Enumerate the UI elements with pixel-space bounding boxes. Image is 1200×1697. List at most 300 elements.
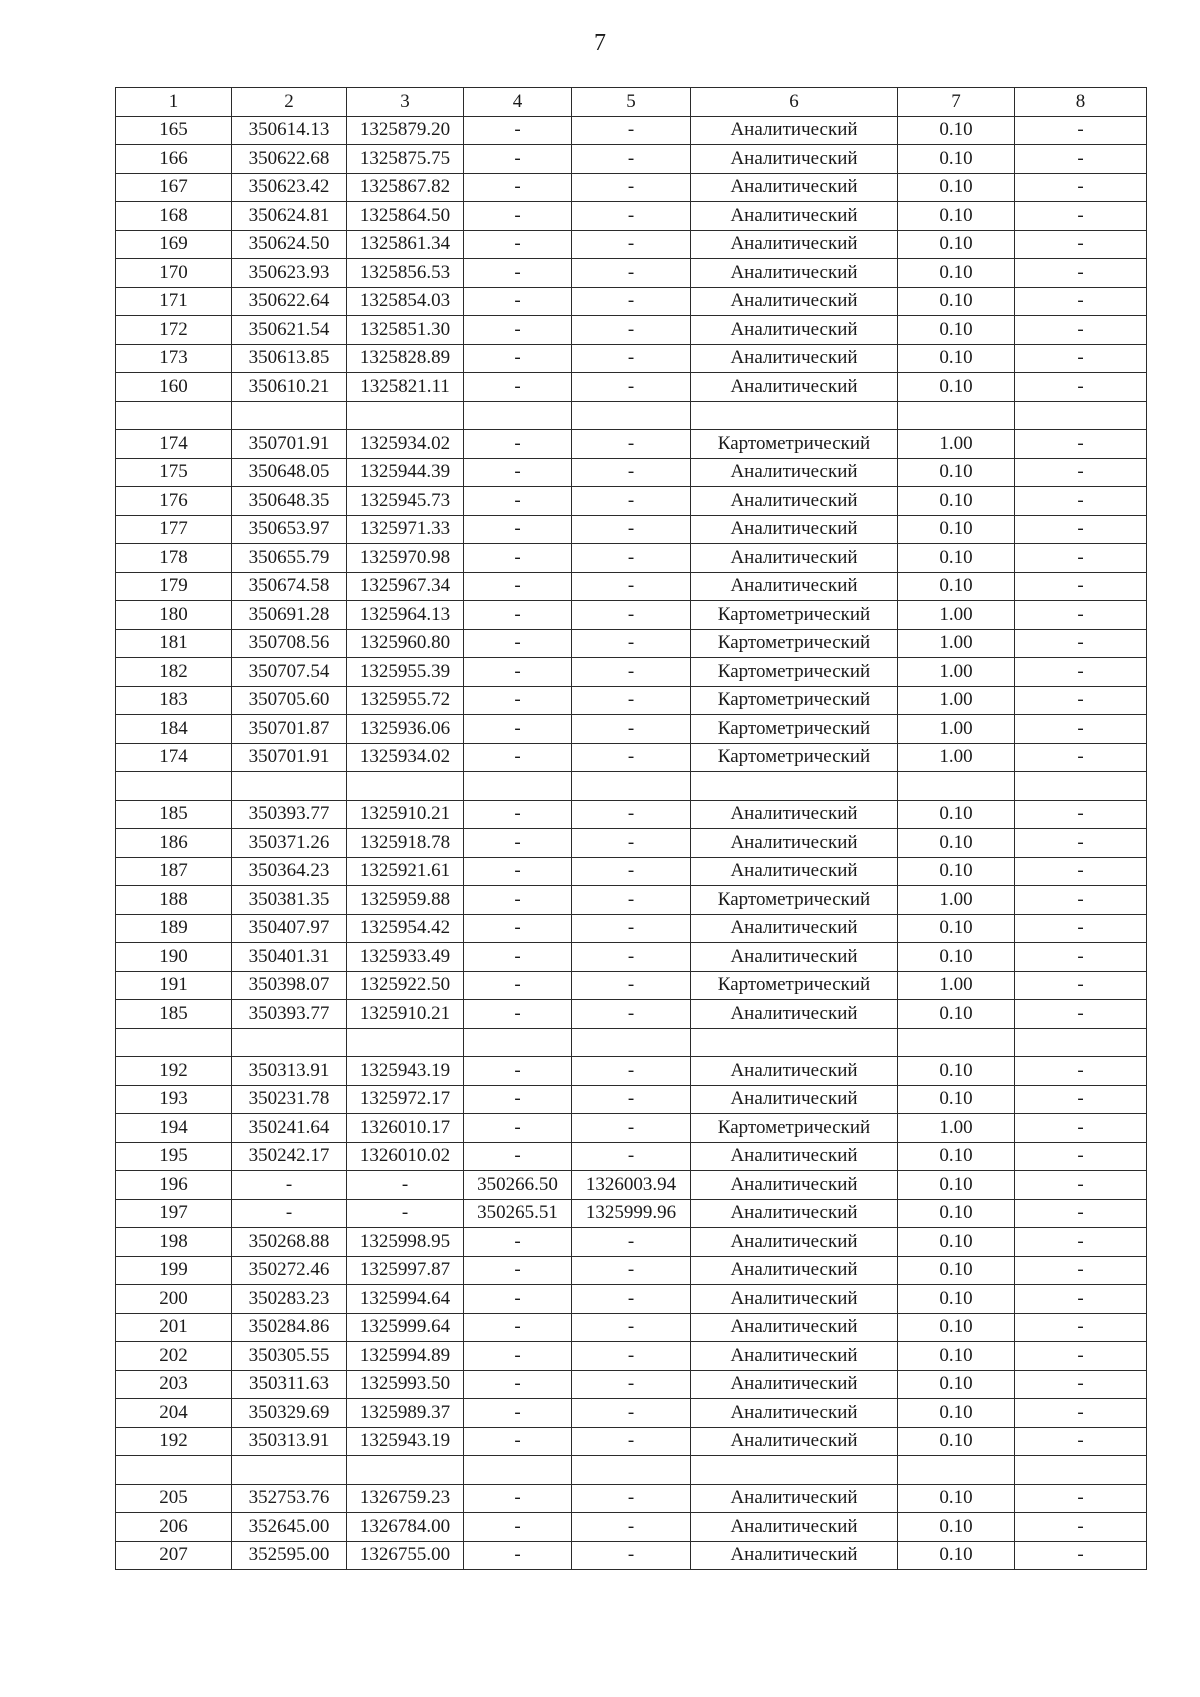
table-cell: 350272.46 bbox=[232, 1256, 347, 1285]
table-cell: - bbox=[1015, 857, 1147, 886]
table-cell: - bbox=[464, 572, 572, 601]
table-cell: - bbox=[572, 316, 691, 345]
table-cell: 203 bbox=[116, 1370, 232, 1399]
table-cell: 206 bbox=[116, 1513, 232, 1542]
table-cell: - bbox=[464, 259, 572, 288]
table-cell: 1325944.39 bbox=[347, 458, 464, 487]
table-cell: - bbox=[572, 1541, 691, 1570]
table-row bbox=[116, 145, 1147, 174]
table-row bbox=[116, 1456, 1147, 1485]
table-cell: 350265.51 bbox=[464, 1199, 572, 1228]
table-cell: Картометрический bbox=[691, 743, 898, 772]
table-cell: - bbox=[572, 1484, 691, 1513]
table-cell: - bbox=[464, 743, 572, 772]
table-cell: 173 bbox=[116, 344, 232, 373]
table-cell: 187 bbox=[116, 857, 232, 886]
table-cell: 350701.91 bbox=[232, 743, 347, 772]
table-cell: - bbox=[464, 971, 572, 1000]
table-cell: 350707.54 bbox=[232, 658, 347, 687]
table-cell: 1325922.50 bbox=[347, 971, 464, 1000]
table-cell: 350313.91 bbox=[232, 1057, 347, 1086]
table-cell: - bbox=[464, 116, 572, 145]
table-cell: - bbox=[1015, 601, 1147, 630]
table-cell bbox=[572, 401, 691, 430]
table-cell: 165 bbox=[116, 116, 232, 145]
table-cell: 1325999.96 bbox=[572, 1199, 691, 1228]
table-cell: Аналитический bbox=[691, 1199, 898, 1228]
table-cell bbox=[116, 401, 232, 430]
table-cell: Картометрический bbox=[691, 686, 898, 715]
table-cell: - bbox=[464, 1228, 572, 1257]
table-cell: 350614.13 bbox=[232, 116, 347, 145]
table-cell: 0.10 bbox=[898, 487, 1015, 516]
table-cell: - bbox=[464, 487, 572, 516]
table-cell: - bbox=[572, 686, 691, 715]
table-cell: - bbox=[232, 1199, 347, 1228]
header-cell-6: 6 bbox=[691, 88, 898, 117]
table-cell: - bbox=[464, 943, 572, 972]
table-cell: 0.10 bbox=[898, 943, 1015, 972]
table-cell: - bbox=[464, 1541, 572, 1570]
table-cell: - bbox=[464, 601, 572, 630]
table-cell: Аналитический bbox=[691, 1541, 898, 1570]
table-cell: - bbox=[464, 658, 572, 687]
table-row bbox=[116, 116, 1147, 145]
table-cell bbox=[232, 1028, 347, 1057]
table-cell: 0.10 bbox=[898, 544, 1015, 573]
table-cell: - bbox=[464, 1484, 572, 1513]
table-cell: 1325875.75 bbox=[347, 145, 464, 174]
table-cell: 350284.86 bbox=[232, 1313, 347, 1342]
table-cell: 1.00 bbox=[898, 430, 1015, 459]
table-cell: - bbox=[572, 857, 691, 886]
table-cell: - bbox=[464, 1399, 572, 1428]
table-cell: 174 bbox=[116, 430, 232, 459]
table-cell: 0.10 bbox=[898, 1399, 1015, 1428]
table-row bbox=[116, 515, 1147, 544]
table-cell bbox=[898, 1028, 1015, 1057]
table-cell bbox=[572, 772, 691, 801]
table-cell: 1325864.50 bbox=[347, 202, 464, 231]
table-cell: - bbox=[572, 1114, 691, 1143]
table-cell: Картометрический bbox=[691, 715, 898, 744]
table-cell bbox=[116, 1028, 232, 1057]
table-cell: 350381.35 bbox=[232, 886, 347, 915]
table-cell: - bbox=[572, 1313, 691, 1342]
table-cell: 1326784.00 bbox=[347, 1513, 464, 1542]
table-cell: - bbox=[464, 857, 572, 886]
table-cell: - bbox=[572, 1342, 691, 1371]
table-cell: - bbox=[1015, 487, 1147, 516]
table-cell: Аналитический bbox=[691, 515, 898, 544]
table-cell: 350691.28 bbox=[232, 601, 347, 630]
table-cell: 0.10 bbox=[898, 1313, 1015, 1342]
table-cell: - bbox=[1015, 971, 1147, 1000]
table-cell: - bbox=[347, 1171, 464, 1200]
table-cell: 350622.68 bbox=[232, 145, 347, 174]
table-cell: 352595.00 bbox=[232, 1541, 347, 1570]
table-cell: - bbox=[464, 1370, 572, 1399]
table-cell: 195 bbox=[116, 1142, 232, 1171]
table-cell: 350283.23 bbox=[232, 1285, 347, 1314]
table-cell bbox=[1015, 1028, 1147, 1057]
table-row bbox=[116, 458, 1147, 487]
table-cell: 350655.79 bbox=[232, 544, 347, 573]
table-cell: 202 bbox=[116, 1342, 232, 1371]
table-cell bbox=[572, 1456, 691, 1485]
table-cell: 0.10 bbox=[898, 1342, 1015, 1371]
table-cell: - bbox=[1015, 1370, 1147, 1399]
table-cell: 1325943.19 bbox=[347, 1057, 464, 1086]
table-cell: - bbox=[1015, 1285, 1147, 1314]
table-cell: 171 bbox=[116, 287, 232, 316]
table-cell: - bbox=[464, 515, 572, 544]
table-row bbox=[116, 1399, 1147, 1428]
table-cell: 160 bbox=[116, 373, 232, 402]
table-cell: - bbox=[572, 458, 691, 487]
table-cell: - bbox=[572, 515, 691, 544]
table-cell: 172 bbox=[116, 316, 232, 345]
table-cell: 1325959.88 bbox=[347, 886, 464, 915]
table-cell: 168 bbox=[116, 202, 232, 231]
table-cell: - bbox=[1015, 116, 1147, 145]
table-cell: 350311.63 bbox=[232, 1370, 347, 1399]
table-cell: - bbox=[1015, 1313, 1147, 1342]
table-row bbox=[116, 1028, 1147, 1057]
table-cell: 1325955.39 bbox=[347, 658, 464, 687]
table-cell bbox=[464, 1456, 572, 1485]
table-cell: - bbox=[464, 316, 572, 345]
table-cell: Аналитический bbox=[691, 1171, 898, 1200]
table-row bbox=[116, 1427, 1147, 1456]
table-cell: 188 bbox=[116, 886, 232, 915]
table-row bbox=[116, 1171, 1147, 1200]
table-cell: Аналитический bbox=[691, 914, 898, 943]
table-row bbox=[116, 601, 1147, 630]
table-cell: Картометрический bbox=[691, 658, 898, 687]
table-cell: 186 bbox=[116, 829, 232, 858]
table-cell: - bbox=[1015, 1256, 1147, 1285]
table-cell: 197 bbox=[116, 1199, 232, 1228]
table-cell: 350624.81 bbox=[232, 202, 347, 231]
table-row bbox=[116, 316, 1147, 345]
table-cell: 0.10 bbox=[898, 230, 1015, 259]
table-cell: 1.00 bbox=[898, 715, 1015, 744]
table-cell: 350329.69 bbox=[232, 1399, 347, 1428]
table-cell: 352645.00 bbox=[232, 1513, 347, 1542]
table-cell: 1325972.17 bbox=[347, 1085, 464, 1114]
table-cell: Картометрический bbox=[691, 971, 898, 1000]
table-cell: 1325851.30 bbox=[347, 316, 464, 345]
table-cell: 350624.50 bbox=[232, 230, 347, 259]
table-cell: 196 bbox=[116, 1171, 232, 1200]
table-cell: - bbox=[464, 829, 572, 858]
table-cell: - bbox=[464, 1256, 572, 1285]
table-row bbox=[116, 173, 1147, 202]
table-cell: - bbox=[464, 430, 572, 459]
table-row bbox=[116, 829, 1147, 858]
table-cell: - bbox=[572, 1256, 691, 1285]
table-cell: - bbox=[464, 1114, 572, 1143]
table-cell: - bbox=[1015, 629, 1147, 658]
table-cell: - bbox=[1015, 1057, 1147, 1086]
table-cell: 0.10 bbox=[898, 1142, 1015, 1171]
table-cell: Аналитический bbox=[691, 1342, 898, 1371]
table-cell: - bbox=[1015, 743, 1147, 772]
header-cell-5: 5 bbox=[572, 88, 691, 117]
table-cell: 350313.91 bbox=[232, 1427, 347, 1456]
table-row bbox=[116, 230, 1147, 259]
table-cell: - bbox=[464, 344, 572, 373]
header-cell-2: 2 bbox=[232, 88, 347, 117]
table-cell: 350610.21 bbox=[232, 373, 347, 402]
table-row bbox=[116, 544, 1147, 573]
table-cell: - bbox=[464, 544, 572, 573]
table-cell: 1325998.95 bbox=[347, 1228, 464, 1257]
table-cell: - bbox=[464, 202, 572, 231]
table-cell: 1325994.89 bbox=[347, 1342, 464, 1371]
table-cell: - bbox=[572, 715, 691, 744]
table-row bbox=[116, 1000, 1147, 1029]
table-cell bbox=[1015, 772, 1147, 801]
table-cell: 178 bbox=[116, 544, 232, 573]
table-cell: - bbox=[572, 202, 691, 231]
table-cell: 0.10 bbox=[898, 1541, 1015, 1570]
table-row bbox=[116, 373, 1147, 402]
table-cell bbox=[232, 772, 347, 801]
table-cell: 1326755.00 bbox=[347, 1541, 464, 1570]
table-cell: 0.10 bbox=[898, 914, 1015, 943]
table-cell: 181 bbox=[116, 629, 232, 658]
table-cell: 185 bbox=[116, 800, 232, 829]
table-cell: Картометрический bbox=[691, 886, 898, 915]
table-cell bbox=[691, 401, 898, 430]
table-cell: 1325910.21 bbox=[347, 800, 464, 829]
table-cell: - bbox=[572, 487, 691, 516]
table-cell: 1325921.61 bbox=[347, 857, 464, 886]
table-cell: 0.10 bbox=[898, 829, 1015, 858]
table-cell: - bbox=[347, 1199, 464, 1228]
table-cell bbox=[1015, 1456, 1147, 1485]
table-cell: 350705.60 bbox=[232, 686, 347, 715]
table-cell: - bbox=[1015, 1342, 1147, 1371]
table-cell: 1325989.37 bbox=[347, 1399, 464, 1428]
table-cell: Аналитический bbox=[691, 1370, 898, 1399]
table-cell: - bbox=[1015, 658, 1147, 687]
table-cell: 1325960.80 bbox=[347, 629, 464, 658]
table-cell: - bbox=[572, 1057, 691, 1086]
table-cell: 1326010.02 bbox=[347, 1142, 464, 1171]
table-cell: Аналитический bbox=[691, 1256, 898, 1285]
table-cell: - bbox=[572, 601, 691, 630]
table-cell: - bbox=[1015, 259, 1147, 288]
table-cell: - bbox=[1015, 1171, 1147, 1200]
table-cell: - bbox=[1015, 230, 1147, 259]
table-cell: Аналитический bbox=[691, 1313, 898, 1342]
table-cell bbox=[347, 401, 464, 430]
table-cell: 0.10 bbox=[898, 145, 1015, 174]
table-cell: 1325970.98 bbox=[347, 544, 464, 573]
table-cell: 0.10 bbox=[898, 1256, 1015, 1285]
table-cell: Аналитический bbox=[691, 373, 898, 402]
table-cell: - bbox=[1015, 430, 1147, 459]
table-cell: - bbox=[464, 1285, 572, 1314]
table-cell: 190 bbox=[116, 943, 232, 972]
table-cell: 1.00 bbox=[898, 658, 1015, 687]
table-cell: - bbox=[464, 914, 572, 943]
table-cell: 1325971.33 bbox=[347, 515, 464, 544]
table-cell: 350708.56 bbox=[232, 629, 347, 658]
table-cell: Аналитический bbox=[691, 458, 898, 487]
table-cell: - bbox=[1015, 572, 1147, 601]
table-cell: - bbox=[1015, 316, 1147, 345]
table-cell: - bbox=[572, 259, 691, 288]
table-cell bbox=[347, 772, 464, 801]
table-cell bbox=[347, 1456, 464, 1485]
table-cell: - bbox=[232, 1171, 347, 1200]
table-cell: Аналитический bbox=[691, 173, 898, 202]
table-cell: - bbox=[1015, 1000, 1147, 1029]
table-cell: - bbox=[572, 1142, 691, 1171]
table-cell: 0.10 bbox=[898, 316, 1015, 345]
table-cell: 1325994.64 bbox=[347, 1285, 464, 1314]
table-cell: - bbox=[572, 1000, 691, 1029]
table-header bbox=[116, 88, 1147, 117]
table-cell: 1.00 bbox=[898, 971, 1015, 1000]
table-cell: 183 bbox=[116, 686, 232, 715]
table-cell: - bbox=[464, 1513, 572, 1542]
table-cell: - bbox=[1015, 1228, 1147, 1257]
table-cell: - bbox=[464, 629, 572, 658]
table-cell: - bbox=[464, 373, 572, 402]
table-cell: - bbox=[464, 715, 572, 744]
table-cell: 350241.64 bbox=[232, 1114, 347, 1143]
table-cell: 198 bbox=[116, 1228, 232, 1257]
table-cell: 350305.55 bbox=[232, 1342, 347, 1371]
table-cell: 350623.42 bbox=[232, 173, 347, 202]
table-cell: - bbox=[464, 1085, 572, 1114]
table-body bbox=[116, 116, 1147, 1570]
table-cell: 1325964.13 bbox=[347, 601, 464, 630]
table-cell: 1325967.34 bbox=[347, 572, 464, 601]
table-cell: 350623.93 bbox=[232, 259, 347, 288]
table-row bbox=[116, 658, 1147, 687]
table-cell: 1325955.72 bbox=[347, 686, 464, 715]
table-cell: - bbox=[1015, 287, 1147, 316]
table-cell: Аналитический bbox=[691, 1427, 898, 1456]
table-cell: - bbox=[1015, 1199, 1147, 1228]
table-cell: 350622.64 bbox=[232, 287, 347, 316]
table-cell: 0.10 bbox=[898, 1228, 1015, 1257]
table-cell: - bbox=[464, 1313, 572, 1342]
table-cell: 1326010.17 bbox=[347, 1114, 464, 1143]
table-cell: Аналитический bbox=[691, 1399, 898, 1428]
table-cell: - bbox=[464, 886, 572, 915]
table-cell: Аналитический bbox=[691, 857, 898, 886]
table-cell bbox=[116, 772, 232, 801]
table-cell: - bbox=[1015, 1427, 1147, 1456]
table-cell: - bbox=[572, 743, 691, 772]
table-cell: 184 bbox=[116, 715, 232, 744]
table-cell: Аналитический bbox=[691, 829, 898, 858]
table-cell: 1326759.23 bbox=[347, 1484, 464, 1513]
table-cell: 177 bbox=[116, 515, 232, 544]
table-cell: - bbox=[464, 1142, 572, 1171]
table-cell: 350648.35 bbox=[232, 487, 347, 516]
table-cell: - bbox=[1015, 515, 1147, 544]
table-cell: 0.10 bbox=[898, 259, 1015, 288]
table-cell: Аналитический bbox=[691, 1000, 898, 1029]
table-cell bbox=[347, 1028, 464, 1057]
table-cell: 1325993.50 bbox=[347, 1370, 464, 1399]
table-cell: - bbox=[464, 1427, 572, 1456]
table-cell: 0.10 bbox=[898, 1171, 1015, 1200]
table-cell: 0.10 bbox=[898, 173, 1015, 202]
table-row bbox=[116, 1370, 1147, 1399]
table-row bbox=[116, 914, 1147, 943]
table-cell: 182 bbox=[116, 658, 232, 687]
table-cell: Аналитический bbox=[691, 316, 898, 345]
table-cell: 1.00 bbox=[898, 743, 1015, 772]
table-cell: 352753.76 bbox=[232, 1484, 347, 1513]
table-cell bbox=[898, 1456, 1015, 1485]
table-cell bbox=[898, 772, 1015, 801]
table-cell: Аналитический bbox=[691, 287, 898, 316]
table-cell bbox=[232, 1456, 347, 1485]
table-cell: - bbox=[1015, 943, 1147, 972]
table-cell: - bbox=[1015, 829, 1147, 858]
table-row bbox=[116, 572, 1147, 601]
table-row bbox=[116, 772, 1147, 801]
table-cell: - bbox=[1015, 344, 1147, 373]
table-cell: 1.00 bbox=[898, 886, 1015, 915]
table-cell: 176 bbox=[116, 487, 232, 516]
table-row bbox=[116, 629, 1147, 658]
table-cell: - bbox=[572, 1085, 691, 1114]
table-cell: - bbox=[1015, 1513, 1147, 1542]
table-cell: Картометрический bbox=[691, 1114, 898, 1143]
table-cell: - bbox=[572, 1370, 691, 1399]
table-cell: 174 bbox=[116, 743, 232, 772]
table-cell: 350653.97 bbox=[232, 515, 347, 544]
table-cell: - bbox=[572, 629, 691, 658]
table-cell: 0.10 bbox=[898, 1057, 1015, 1086]
table-cell: 1325856.53 bbox=[347, 259, 464, 288]
table-cell: Аналитический bbox=[691, 202, 898, 231]
table-cell: - bbox=[1015, 202, 1147, 231]
table-cell: 1325933.49 bbox=[347, 943, 464, 972]
table-cell: - bbox=[464, 1057, 572, 1086]
table-cell: - bbox=[572, 914, 691, 943]
table-row bbox=[116, 1313, 1147, 1342]
table-cell: - bbox=[1015, 886, 1147, 915]
table-cell bbox=[572, 1028, 691, 1057]
table-row bbox=[116, 743, 1147, 772]
table-cell: Аналитический bbox=[691, 1085, 898, 1114]
table-cell: - bbox=[1015, 914, 1147, 943]
table-cell: - bbox=[572, 572, 691, 601]
table-cell: 1.00 bbox=[898, 1114, 1015, 1143]
table-cell: - bbox=[1015, 458, 1147, 487]
table-cell: 1.00 bbox=[898, 686, 1015, 715]
table-cell: 1325879.20 bbox=[347, 116, 464, 145]
table-cell: Аналитический bbox=[691, 1057, 898, 1086]
table-cell: 350268.88 bbox=[232, 1228, 347, 1257]
table-cell: - bbox=[572, 430, 691, 459]
coordinates-table bbox=[115, 87, 1147, 1570]
table-cell: - bbox=[464, 686, 572, 715]
header-cell-8: 8 bbox=[1015, 88, 1147, 117]
